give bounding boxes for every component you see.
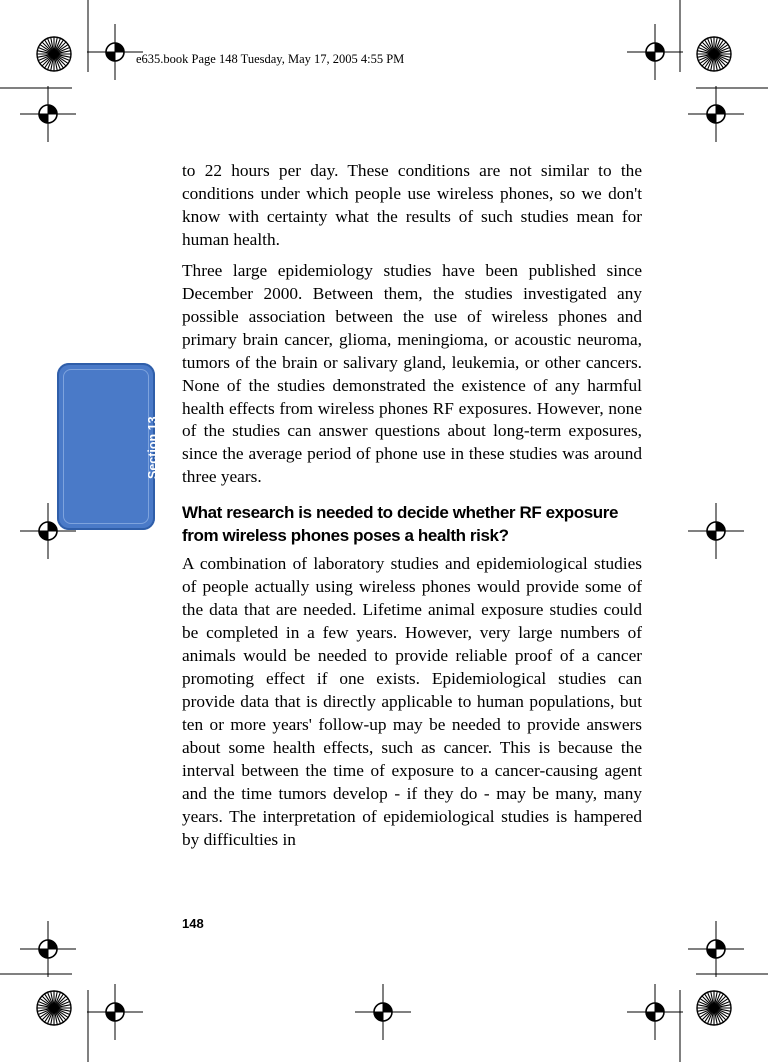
- body-paragraph: to 22 hours per day. These conditions are not similar to the conditions under which people use wireless phones, so we don't know with certainty what the results of such studies mean for human health.: [182, 161, 642, 249]
- registration-starburst-top-right: [697, 37, 731, 71]
- section-tab-label: Section 13: [146, 416, 160, 479]
- section-heading: What research is needed to decide whether RF exposure from wireless phones poses a health risk?: [182, 503, 619, 546]
- section-tab: [57, 363, 155, 530]
- registration-starburst-top-left: [37, 37, 71, 71]
- registration-starburst-bottom-right: [697, 991, 731, 1025]
- crosshair-mark-bottom-center: [355, 984, 411, 1040]
- page-content: [182, 160, 642, 860]
- crosshair-mark-right-lower: [688, 921, 744, 977]
- crosshair-mark-bottom-left: [87, 984, 143, 1040]
- crosshair-mark-right-middle: [688, 503, 744, 559]
- crosshair-mark-bottom-right: [627, 984, 683, 1040]
- body-paragraph: Three large epidemiology studies have been published since December 2000. Between them, the studies investigated any possible association between the use of wireless phones and primary brain cancer, glioma, meningioma, or acoustic neuroma, tumors of the brain or salivary gland, leukemia, or other cancers. None of the studies demonstrated the existence of any harmful health effects from wireless phones RF exposures. However, none of the studies can answer questions about long-term exposures, since the average period of phone use in these studies was around three years.: [182, 260, 642, 487]
- page-number: 148: [182, 916, 204, 931]
- body-paragraph: A combination of laboratory studies and epidemiological studies of people actually using wireless phones would provide some of the data that are needed. Lifetime animal exposure studies could be completed in a few years. However, very large numbers of animals would be needed to provide reliable proof of a cancer promoting effect if one exists. Epidemiological studies can provide data that is directly applicable to human populations, but ten or more years' follow-up may be needed to provide answers about some health effects, such as cancer. This is because the interval between the time of exposure to a cancer-causing agent and the time tumors develop - if they do - may be many, many years. The interpretation of epidemiological studies is hampered by difficulties in: [182, 554, 642, 849]
- print-info-header: e635.book Page 148 Tuesday, May 17, 2005 4:55 PM: [136, 52, 405, 66]
- crosshair-mark-top-right: [627, 24, 683, 80]
- crosshair-mark-top-left: [87, 24, 143, 80]
- registration-starburst-bottom-left: [37, 991, 71, 1025]
- crosshair-mark-left-lower: [20, 921, 76, 977]
- crosshair-mark-left-upper: [20, 86, 76, 142]
- crosshair-mark-right-upper: [688, 86, 744, 142]
